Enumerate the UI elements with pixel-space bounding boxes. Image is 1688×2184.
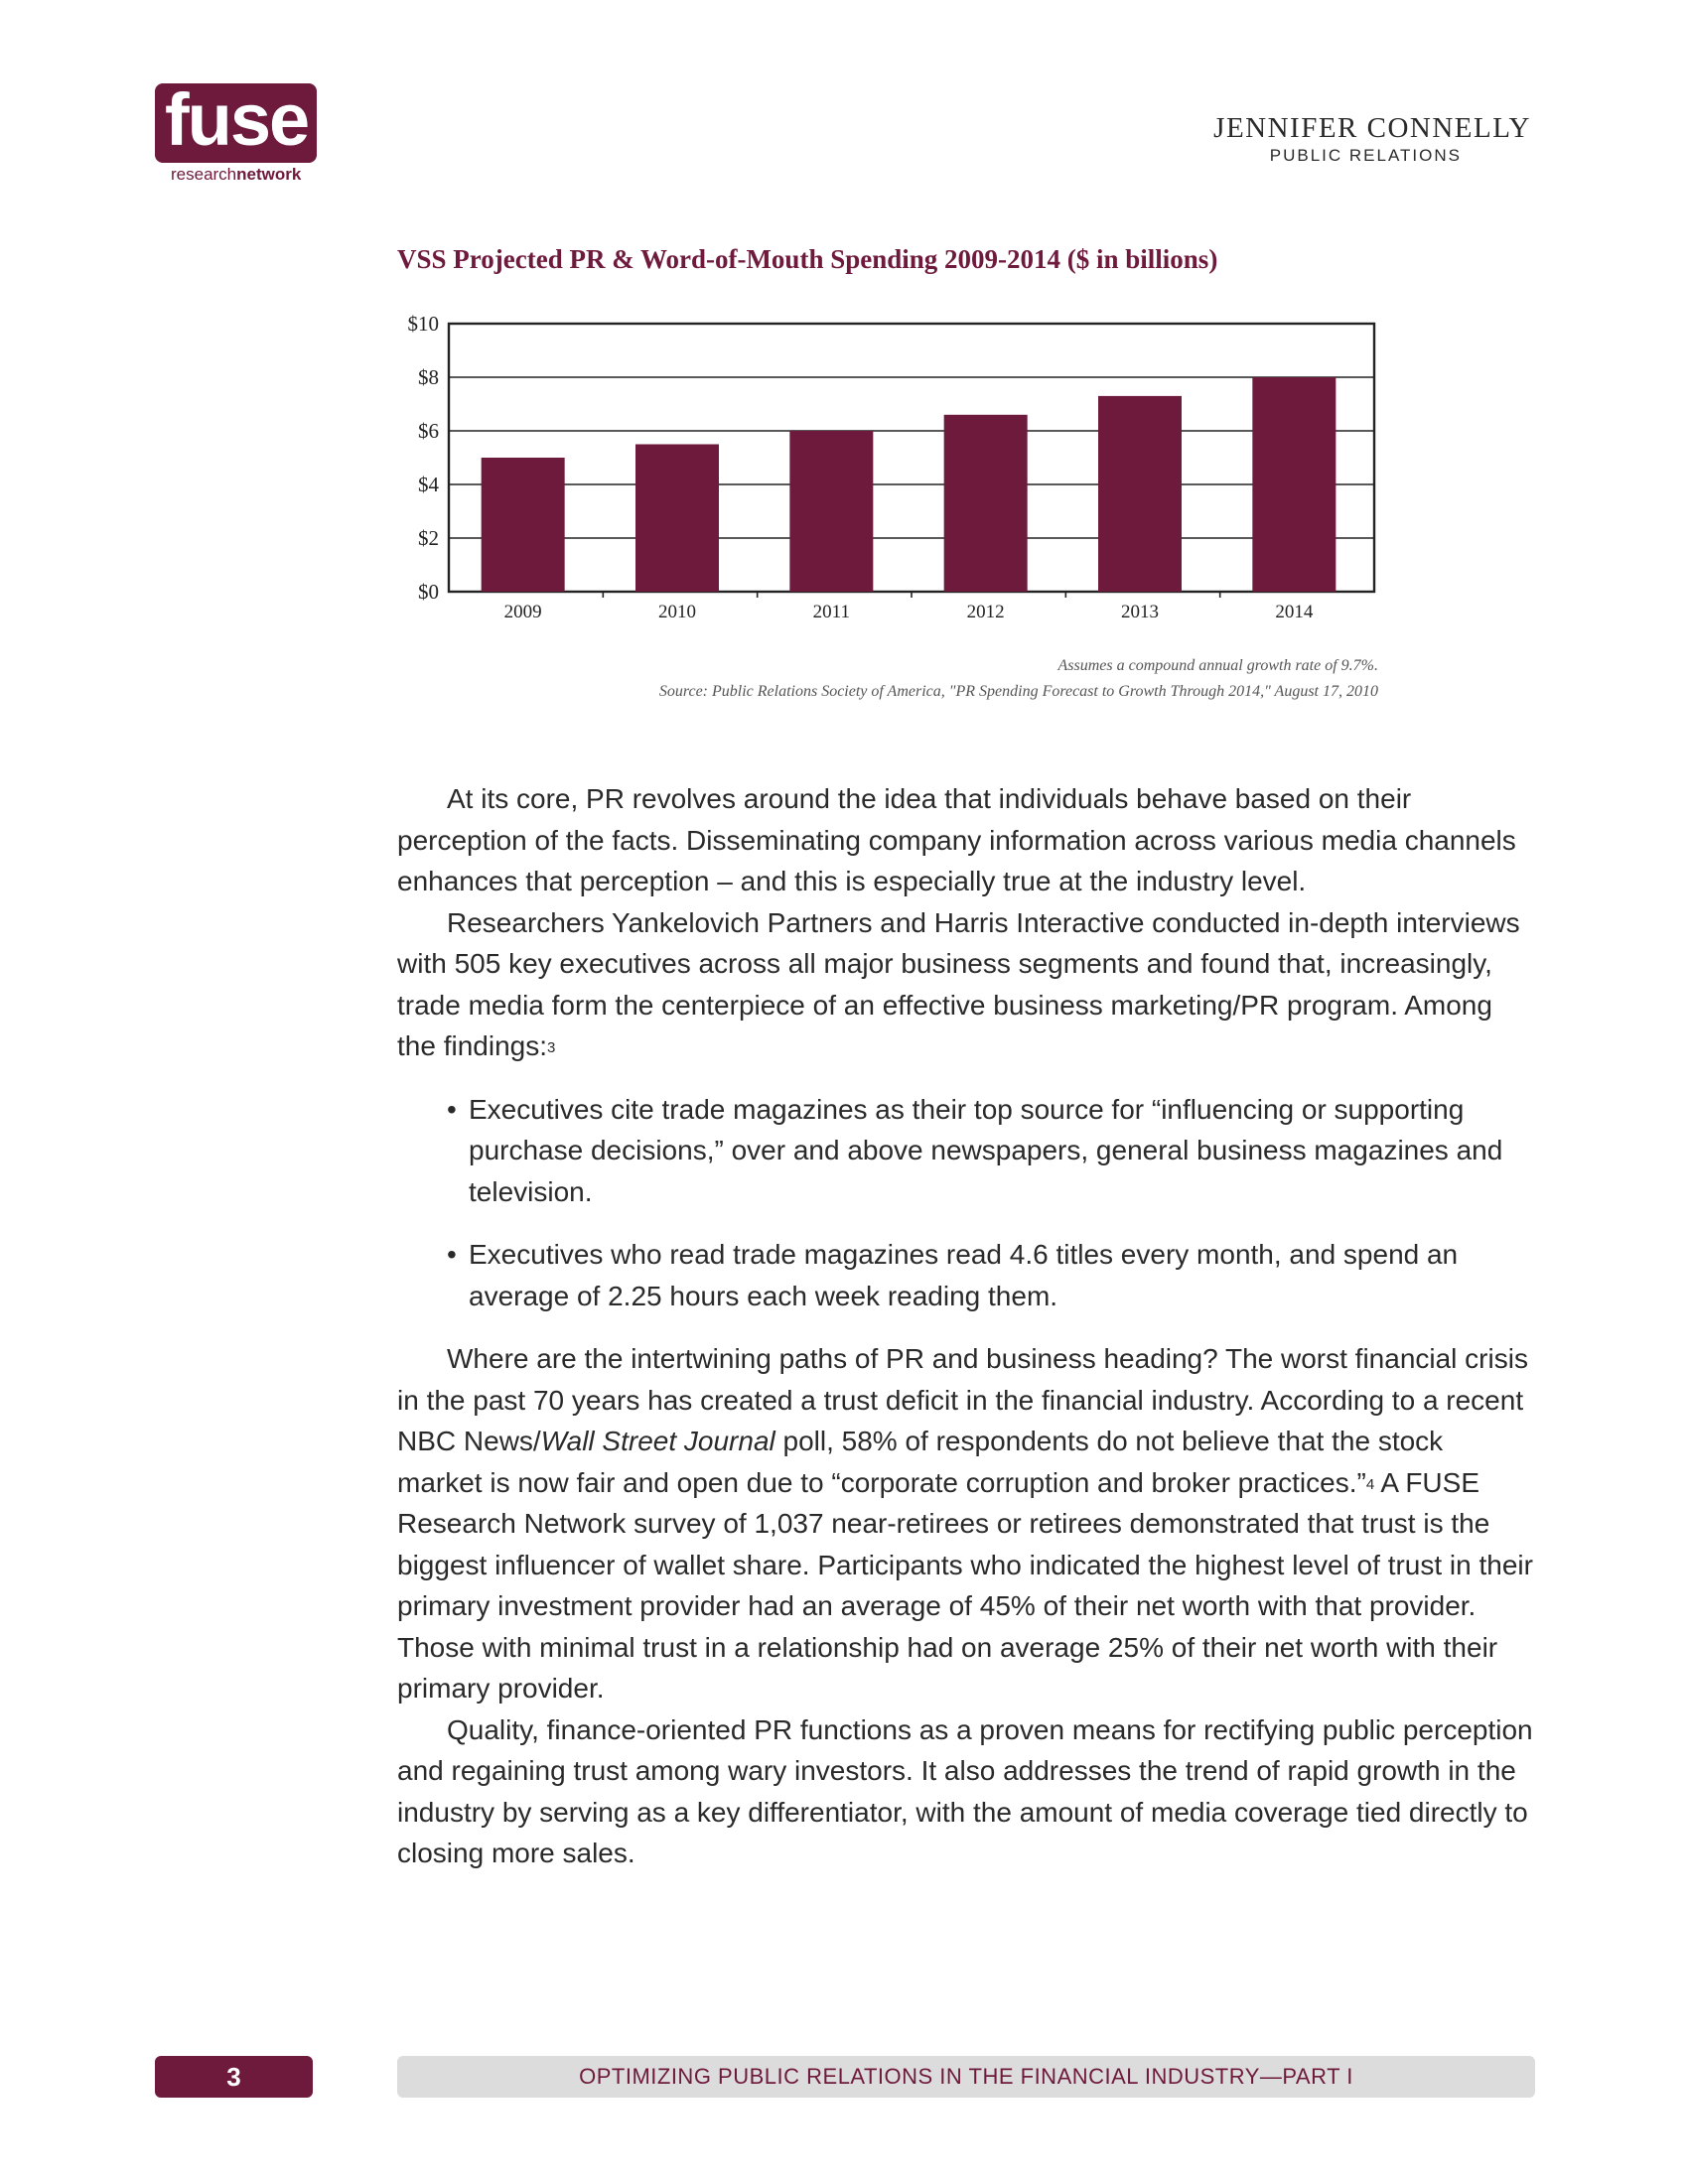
- bar: [482, 458, 565, 592]
- x-tick-label: 2011: [812, 602, 850, 622]
- paragraph-3-text-b: poll, 58% of respondents do not believe that the stock market is now fair and open due to “corporate corruption and broker practices.”: [397, 1426, 1444, 1498]
- paragraph-2: [397, 902, 1533, 1067]
- list-item-text: Executives cite trade magazines as their top source for “influencing or supporting purchase decisions,” over and above newspapers, general business magazines and television.: [469, 1093, 1503, 1207]
- bar: [1252, 377, 1336, 592]
- bar: [1098, 396, 1182, 592]
- paragraph-3: [397, 1338, 1533, 1709]
- chart-title: VSS Projected PR & Word-of-Mouth Spending 2009-2014 ($ in billions): [397, 244, 1218, 274]
- growth-note: Assumes a compound annual growth rate of 9.7%.: [1057, 657, 1378, 674]
- y-tick-label: $2: [418, 526, 439, 550]
- x-tick-label: 2014: [1275, 602, 1314, 622]
- list-item: [447, 1234, 1533, 1316]
- footnote-ref-3: 3: [547, 1039, 556, 1056]
- x-tick-label: 2013: [1121, 602, 1159, 622]
- logo-wordmark: fuse: [165, 83, 309, 161]
- y-tick-label: $10: [407, 312, 439, 336]
- bullet-marker: •: [447, 1239, 457, 1270]
- bullet-marker: •: [447, 1093, 457, 1125]
- findings-list: [397, 1089, 1533, 1317]
- paragraph-1: At its core, PR revolves around the idea that individuals behave based on their perception of the facts. Disseminating company information across various media channels enhances that perception – and this is especially true at the industry level.: [397, 783, 1516, 896]
- fuse-logo: [155, 83, 317, 163]
- y-tick-label: $0: [418, 580, 439, 604]
- logo-subtitle: [171, 165, 301, 185]
- paragraph-2-text: Researchers Yankelovich Partners and Harris Interactive conducted in-depth interviews with 505 key executives across all major business segments and found that, increasingly, trade media form the centerpiece of an effective business marketing/PR program. Among the findings:: [397, 906, 1520, 1061]
- x-tick-label: 2009: [503, 602, 542, 622]
- logo-sub-bold: network: [236, 165, 302, 184]
- page-number: 3: [155, 2056, 313, 2098]
- logo-sub-light: research: [171, 165, 237, 184]
- bar: [635, 445, 719, 593]
- x-tick-label: 2010: [658, 602, 696, 622]
- y-tick-label: $6: [418, 419, 439, 443]
- article-body: [397, 778, 1533, 1874]
- firm-name: JENNIFER CONNELLY: [1213, 112, 1531, 144]
- list-item-text: Executives who read trade magazines read 4.6 titles every month, and spend an average of 2.25 hours each week reading them.: [469, 1239, 1459, 1311]
- plot-frame: [449, 324, 1374, 592]
- paragraph-3-text-c: A FUSE Research Network survey of 1,037 near-retirees or retirees demonstrated that trust is the biggest influencer of wallet share. Participants who indicated the highest level of trust in their primary investment provider had an average of 45% of their net worth with that provider. Those with minimal trust in a relationship had on average 25% of their net worth with their primary provider.: [397, 1466, 1533, 1704]
- x-tick-label: 2012: [966, 602, 1005, 622]
- firm-subtitle: PUBLIC RELATIONS: [1269, 146, 1462, 165]
- paragraph-3-text-a: Where are the intertwining paths of PR and business heading? The worst financial crisis in the past 70 years has created a trust deficit in the financial industry. According to a recent NBC News/: [397, 1343, 1528, 1456]
- paragraph-4: Quality, finance-oriented PR functions as a proven means for rectifying public perception and regaining trust among wary investors. It also addresses the trend of rapid growth in the industry by serving as a key differentiator, with the amount of media coverage tied directly to closing more sales.: [397, 1713, 1533, 1868]
- y-tick-label: $8: [418, 365, 439, 389]
- bar-chart: [387, 310, 1390, 637]
- bar: [789, 431, 873, 592]
- footer-title: OPTIMIZING PUBLIC RELATIONS IN THE FINANCIAL INDUSTRY—PART I: [397, 2056, 1535, 2098]
- y-tick-label: $4: [418, 473, 439, 496]
- source-note: Source: Public Relations Society of America, "PR Spending Forecast to Growth Through 2014," August 17, 2010: [658, 683, 1378, 700]
- list-item: [447, 1089, 1533, 1213]
- publication-name: Wall Street Journal: [540, 1426, 775, 1456]
- footnote-ref-4: 4: [1365, 1475, 1375, 1493]
- bar: [944, 415, 1028, 592]
